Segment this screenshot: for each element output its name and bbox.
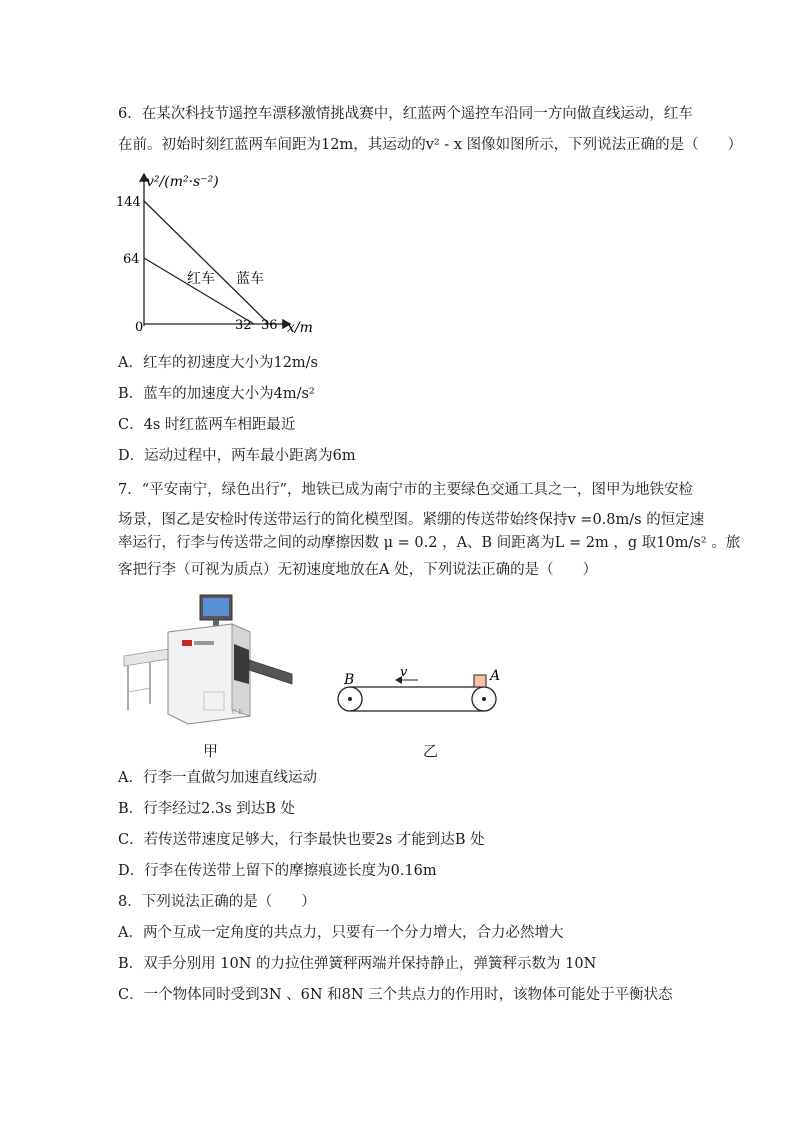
blue-car-line <box>144 201 269 324</box>
red-car-label: 红车 <box>187 271 215 287</box>
q7-option-d: D．行李在传送带上留下的摩擦痕迹长度为0.16m <box>118 863 437 879</box>
q7-option-c: C．若传送带速度足够大，行李最快也要2s 才能到达B 处 <box>118 832 485 848</box>
q7-stem-line-3: 率运行，行李与传送带之间的动摩擦因数 μ = 0.2 ，A、B 间距离为L = 2m ，g 取10m/s² 。旅 <box>118 535 741 551</box>
security-scanner-image <box>120 592 295 732</box>
tick-32: 32 <box>235 318 252 333</box>
x-axis-label: x/m <box>287 320 313 336</box>
q7-option-b: B．行李经过2.3s 到达B 处 <box>118 801 296 817</box>
q7-stem-line-4: 客把行李（可视为质点）无初速度地放在A 处，下列说法正确的是（ ） <box>118 562 598 578</box>
point-a-label: A <box>490 668 501 684</box>
luggage-block <box>474 675 486 687</box>
q8-option-c: C．一个物体同时受到3N 、6N 和8N 三个共点力的作用时，该物体可能处于平衡状态 <box>118 987 673 1003</box>
blue-car-label: 蓝车 <box>236 271 264 287</box>
q6-v2-x-graph <box>116 166 330 338</box>
tick-36: 36 <box>261 318 278 333</box>
svg-text:C E: C E <box>232 709 243 716</box>
q6-option-a: A．红车的初速度大小为12m/s <box>118 355 318 371</box>
tick-64: 64 <box>123 252 140 267</box>
q6-option-d: D．运动过程中，两车最小距离为6m <box>118 448 356 464</box>
point-b-label: B <box>344 672 355 688</box>
q6-option-c: C．4s 时红蓝两车相距最近 <box>118 417 296 433</box>
red-car-line <box>144 258 254 324</box>
y-axis-label: v²/(m²·s⁻²) <box>146 174 219 190</box>
q8-option-a: A．两个互成一定角度的共点力，只要有一个分力增大，合力必然增大 <box>118 925 564 941</box>
q6-stem-line-1: 6．在某次科技节遥控车漂移激情挑战赛中，红蓝两个遥控车沿同一方向做直线运动，红车 <box>118 106 693 122</box>
q8-stem: 8．下列说法正确的是（ ） <box>118 894 316 910</box>
velocity-label: v <box>400 665 408 680</box>
q7-option-a: A．行李一直做匀加速直线运动 <box>118 770 317 786</box>
q8-option-b: B．双手分别用 10N 的力拉住弹簧秤两端并保持静止，弹簧秤示数为 10N <box>118 956 597 972</box>
origin-label: 0 <box>135 320 144 335</box>
q7-stem-line-1: 7．“平安南宁，绿色出行”，地铁已成为南宁市的主要绿色交通工具之一，图甲为地铁安检 <box>118 482 694 498</box>
q6-stem-line-2: 在前。初始时刻红蓝两车间距为12m，其运动的v² - x 图像如图所示，下列说法正确的是（ ） <box>118 137 743 153</box>
figure-yi-caption: 乙 <box>423 742 439 760</box>
tick-144: 144 <box>116 195 141 210</box>
q7-stem-line-2: 场景，图乙是安检时传送带运行的简化模型图。紧绷的传送带始终保持v =0.8m/s 的恒定速 <box>118 512 705 528</box>
conveyor-belt-diagram <box>330 662 510 732</box>
q6-option-b: B．蓝车的加速度大小为4m/s² <box>118 386 315 402</box>
figure-jia-caption: 甲 <box>203 742 219 760</box>
